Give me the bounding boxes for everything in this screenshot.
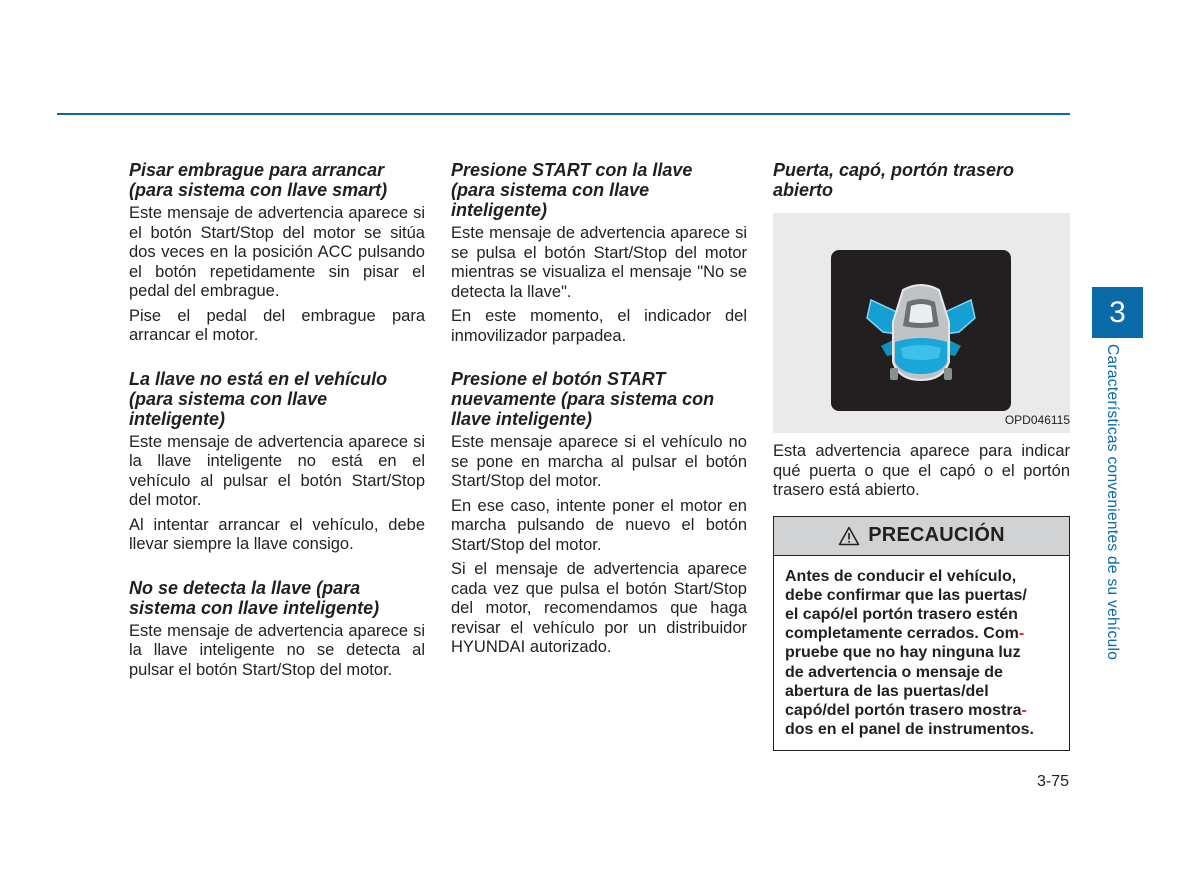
column-1: [129, 160, 425, 680]
paragraph: Pise el pedal del embrague para arrancar el motor.: [129, 306, 425, 344]
chapter-title: Características convenientes de su vehículo: [1104, 344, 1121, 661]
figure-code: OPD046115: [1004, 413, 1070, 427]
header-rule: [57, 113, 1070, 115]
column-3: [773, 160, 1070, 751]
column-2: [451, 160, 747, 658]
caution-header: [774, 517, 1069, 556]
paragraph: Al intentar arrancar el vehículo, debe llevar siempre la llave consigo.: [129, 515, 425, 553]
chapter-tab: 3: [1092, 287, 1143, 338]
section-title: No se detecta la llave (para sistema con llave inteligente): [129, 577, 380, 618]
section-key-not-in-vehicle: [129, 369, 425, 555]
section-clutch: [129, 160, 425, 346]
section-title: Puerta, capó, portón trasero abierto: [773, 160, 1015, 200]
door-open-figure: [773, 213, 1070, 433]
section-key-not-detected: [129, 578, 425, 681]
section-title: Presione el botón START nuevamente (para sistema con llave inteligente): [451, 369, 715, 429]
paragraph: Este mensaje de advertencia aparece si la llave inteligente no se detecta al pulsar el botón Start/Stop del motor.: [129, 621, 425, 679]
paragraph: Este mensaje aparece si el vehículo no se pone en marcha al pulsar el botón Start/Stop del motor.: [451, 433, 747, 490]
caution-text: Antes de conducir el vehículo, debe confirmar que las puertas/ el capó/el portón trasero estén completamente cerrados. Com- pruebe que no hay ninguna luz de advertencia o mensaje de abertura de las puertas/del capó/del portón trasero mostra- dos en el panel de instrumentos.: [785, 567, 1034, 739]
caution-title: PRECAUCIÓN: [868, 524, 1005, 546]
caution-box: [773, 516, 1070, 752]
section-title: Presione START con la llave (para sistema con llave inteligente): [451, 160, 693, 220]
paragraph: Si el mensaje de advertencia aparece cada vez que pulsa el botón Start/Stop del motor, recomendamos que haga revisar el vehículo por un distribuidor HYUNDAI autorizado.: [451, 560, 747, 656]
paragraph: Este mensaje de advertencia aparece si el botón Start/Stop del motor se sitúa dos veces en la posición ACC pulsando el botón repetidamente sin pisar el pedal del embrague.: [129, 204, 425, 300]
paragraph: Este mensaje de advertencia aparece si se pulsa el botón Start/Stop del motor mientras se visualiza el mensaje "No se detecta la llave".: [451, 224, 747, 301]
warning-triangle-icon: [838, 526, 860, 546]
paragraph: Este mensaje de advertencia aparece si la llave inteligente no está en el vehículo al pulsar el botón Start/Stop del motor.: [129, 432, 425, 509]
section-title: La llave no está en el vehículo (para sistema con llave inteligente): [129, 368, 388, 429]
paragraph: En este momento, el indicador del inmovilizador parpadea.: [451, 307, 747, 345]
car-doors-open-icon: [831, 250, 1011, 411]
page-number: 3-75: [1036, 773, 1069, 790]
section-press-start-with-key: [451, 160, 747, 346]
section-title: Pisar embrague para arrancar (para sistema con llave smart): [129, 160, 388, 200]
section-press-start-again: [451, 369, 747, 658]
paragraph: Esta advertencia aparece para indicar qué puerta o que el capó o el portón trasero está abierto.: [773, 442, 1070, 499]
cluster-display: [831, 250, 1011, 411]
paragraph: En ese caso, intente poner el motor en marcha pulsando de nuevo el botón Start/Stop del motor.: [451, 496, 747, 554]
